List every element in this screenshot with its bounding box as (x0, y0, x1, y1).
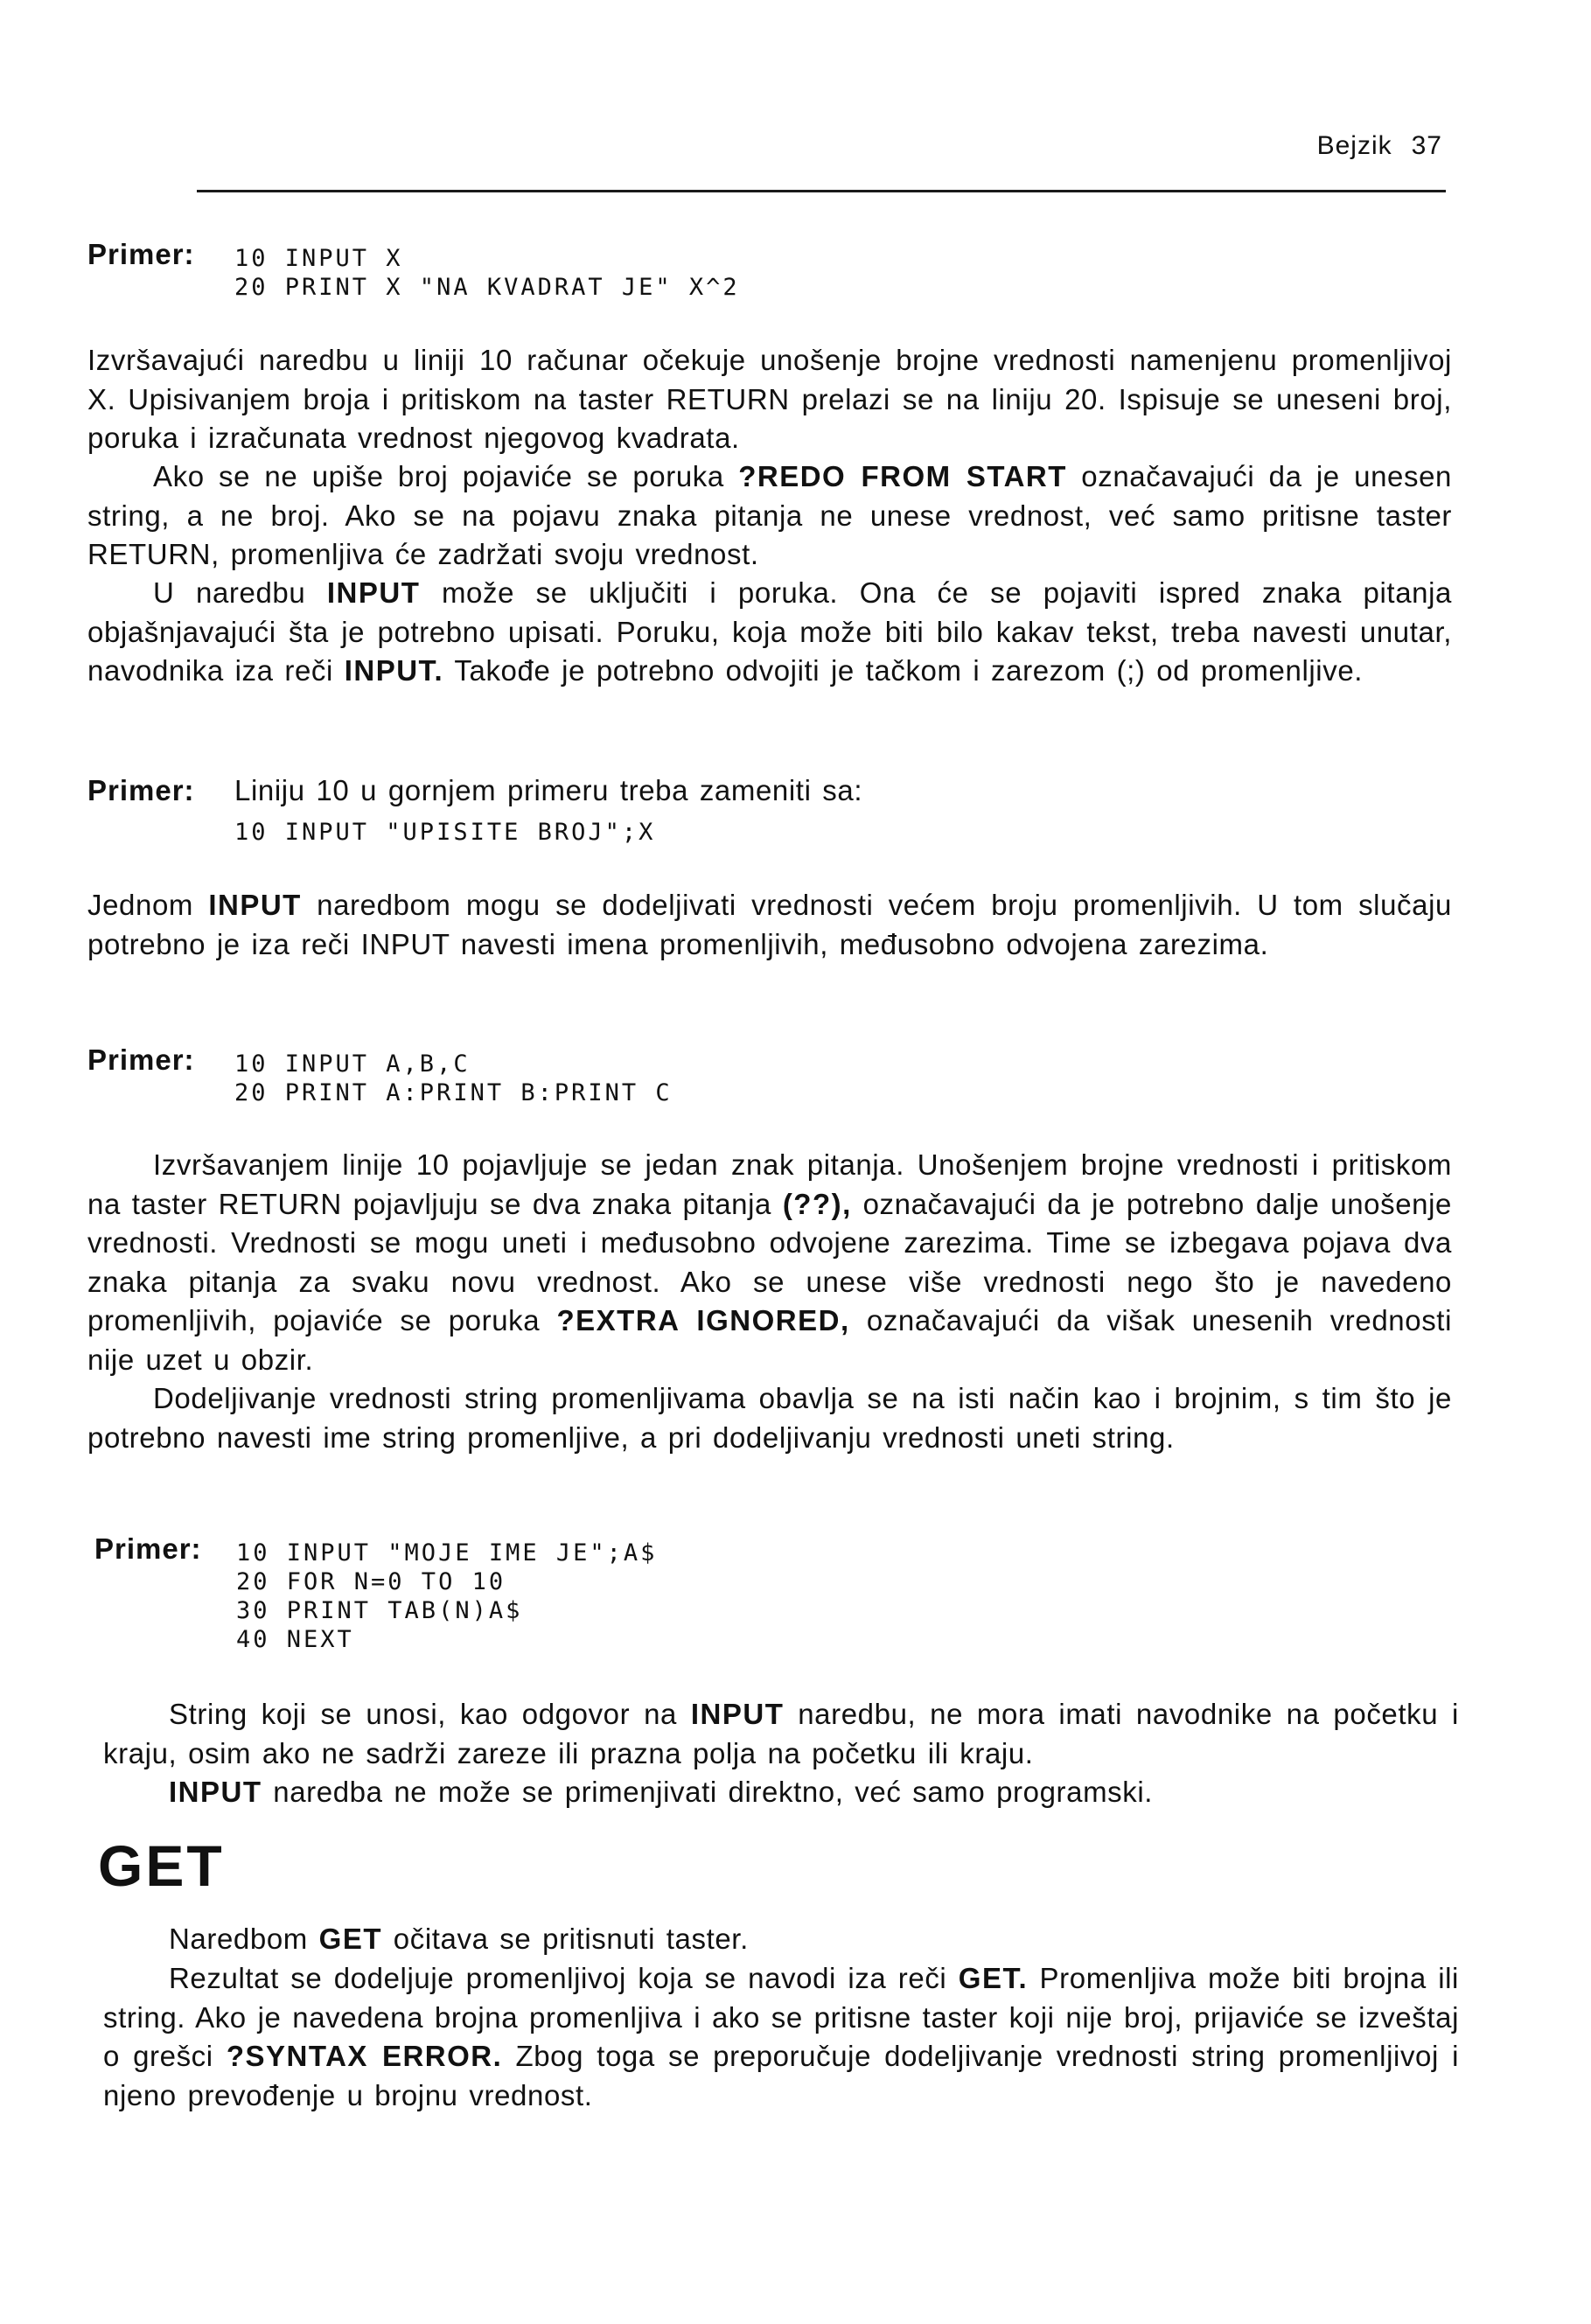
code-line: 10 INPUT A,B,C (234, 1050, 471, 1078)
paragraph-text: označavajući da je potrebno dalje unošenje vrednosti. Vrednosti se mogu uneti i međusobno odvojene zarezima. Time se izbegava pojava dva znaka pitanja za svaku novu vrednost. Ako se unese više vrednosti nego što je navedeno promenljivih, pojaviće se poruka (87, 1187, 1452, 1336)
code-block (236, 1539, 657, 1654)
page-number: 37 (1411, 131, 1442, 160)
paragraph (87, 1146, 1452, 1379)
code-line: 20 PRINT X "NA KVADRAT JE" X^2 (234, 274, 740, 301)
paragraph-text: Ako se ne upiše broj pojaviće se poruka (153, 460, 739, 492)
example-label: Primer: (87, 238, 195, 270)
message-text: ?EXTRA IGNORED, (556, 1304, 850, 1336)
running-header (1317, 131, 1442, 161)
keyword: INPUT (690, 1698, 785, 1730)
header-rule (197, 190, 1446, 192)
example-text: Liniju 10 u gornjem primeru treba zameniti sa: (234, 774, 863, 806)
code-line: 10 INPUT "MOJE IME JE";A$ (236, 1539, 658, 1567)
paragraph (103, 1959, 1459, 2115)
paragraph (103, 1773, 1459, 1812)
paragraph (87, 574, 1452, 691)
example-label: Primer: (87, 1043, 195, 1076)
keyword: INPUT. (344, 654, 444, 687)
paragraph-text: Zbog toga se preporučuje dodeljivanje vrednosti string promenljivoj i njeno prevođenje u brojnu vrednost. (103, 2040, 1460, 2111)
paragraph-text: Izvršavanjem linije 10 pojavljuje se jedan znak pitanja. Unošenjem brojne vrednosti i pritiskom na taster RETURN pojavljuju se dva znaka pitanja (87, 1148, 1452, 1220)
paragraph-text: U naredbu (153, 576, 327, 609)
paragraph-text: označavajući da je unesen string, a ne broj. Ako se na pojavu znaka pitanja ne unese vrednost, već samo pritisne taster RETURN, promenljiva će zadržati svoju vrednost. (87, 460, 1452, 570)
code-line: 10 INPUT X (234, 245, 403, 272)
paragraph-text: Izvršavajući naredbu u liniji 10 računar očekuje unošenje brojne vrednosti namenjenu promenljivoj X. Upisivanjem broja i pritiskom na taster RETURN prelazi se na liniju 20. Ispisuje se uneseni broj, poruka i izračunata vrednost njegovog kvadrata. (87, 344, 1452, 454)
paragraph-text: Naredbom (169, 1923, 319, 1955)
paragraph (87, 1379, 1452, 1457)
paragraph-text: označavajući da višak unesenih vrednosti nije uzet u obzir. (87, 1304, 1453, 1376)
paragraph-text: Rezultat se dodeljuje promenljivoj koja se navodi iza reči (169, 1962, 959, 1994)
code-line: 40 NEXT (236, 1626, 354, 1653)
code-line: 20 FOR N=0 TO 10 (236, 1568, 506, 1595)
message-text: (??), (782, 1187, 852, 1220)
keyword: GET (318, 1923, 382, 1955)
paragraph (87, 457, 1452, 575)
paragraph (87, 341, 1452, 458)
paragraph (103, 1695, 1459, 1773)
paragraph-text: Promenljiva može biti brojna ili string. Ako je navedena brojna promenljiva i ako se pritisne taster koji nije broj, prijaviće se izveštaj o grešci (103, 1962, 1459, 2072)
paragraph-text: naredbu, ne mora imati navodnike na početku i kraju, osim ako ne sadrži zareze ili prazna polja na početku ili kraju. (103, 1698, 1459, 1769)
paragraph-text: može se uključiti i poruka. Ona će se pojaviti ispred znaka pitanja objašnjavajući šta je potrebno upisati. Poruku, koja može biti bilo kakav tekst, treba navesti unutar, navodnika iza reči (87, 576, 1452, 687)
paragraph (87, 886, 1452, 964)
code-line: 10 INPUT "UPISITE BROJ";X (234, 819, 656, 846)
paragraph-text: Takođe je potrebno odvojiti je tačkom i zarezom (;) od promenljive. (443, 654, 1364, 687)
example-label: Primer: (87, 774, 195, 806)
code-line: 30 PRINT TAB(N)A$ (236, 1597, 523, 1624)
paragraph-text: očitava se pritisnuti taster. (382, 1923, 749, 1955)
paragraph-text: naredbom mogu se dodeljivati vrednosti većem broju promenljivih. U tom slučaju potrebno je iza reči INPUT navesti imena promenljivih, međusobno odvojena zarezima. (87, 889, 1452, 960)
paragraph-text: Jednom (87, 889, 209, 921)
code-block (234, 244, 740, 302)
keyword: INPUT (326, 576, 421, 609)
code-block (234, 818, 655, 847)
code-line: 20 PRINT A:PRINT B:PRINT C (234, 1079, 673, 1106)
example-label: Primer: (94, 1532, 202, 1565)
message-text: ?REDO FROM START (738, 460, 1067, 492)
keyword: GET. (958, 1962, 1029, 1994)
message-text: ?SYNTAX ERROR. (226, 2040, 503, 2072)
keyword: INPUT (208, 889, 302, 921)
header-title: Bejzik (1316, 131, 1392, 160)
code-block (234, 1050, 673, 1107)
section-heading: GET (98, 1833, 225, 1898)
paragraph-text: naredba ne može se primenjivati direktno, već samo programski. (262, 1776, 1154, 1808)
paragraph-text: String koji se unosi, kao odgovor na (169, 1698, 691, 1730)
paragraph (103, 1920, 1459, 1959)
paragraph-text: Dodeljivanje vrednosti string promenljivama obavlja se na isti način kao i brojnim, s tim što je potrebno navesti ime string promenljive, a pri dodeljivanju vrednosti uneti string. (87, 1382, 1452, 1454)
keyword: INPUT (169, 1776, 262, 1808)
